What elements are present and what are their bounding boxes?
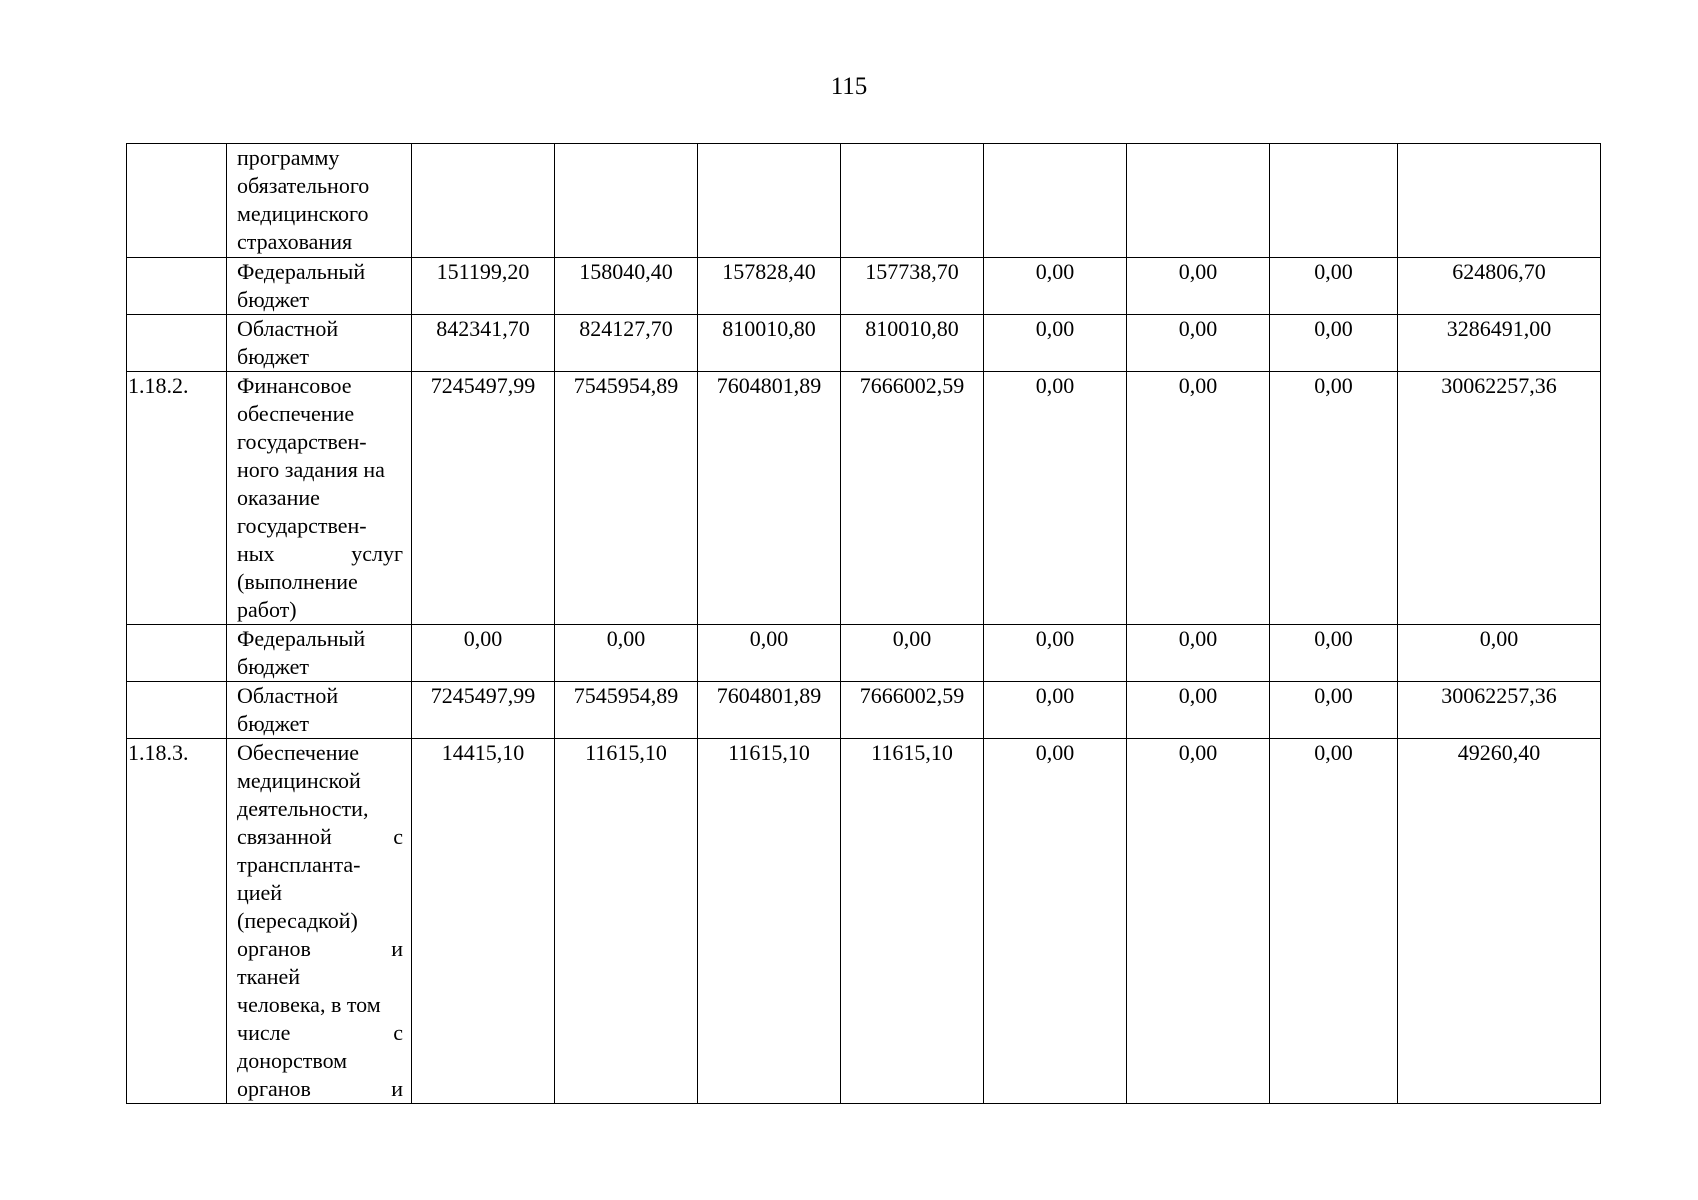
row-number-cell <box>127 258 227 315</box>
value-cell <box>1127 258 1270 315</box>
row-name-word: органов <box>237 936 311 961</box>
value-text: 0,00 <box>1035 740 1075 765</box>
row-name-line <box>237 935 403 963</box>
value-cell <box>1270 144 1398 258</box>
value-text: 842341,70 <box>436 316 530 341</box>
row-name-word: с <box>393 1020 403 1045</box>
value-cell <box>698 372 841 625</box>
table-body <box>127 144 1601 1104</box>
row-name-line: человека, в том <box>237 992 381 1017</box>
value-text: 157828,40 <box>722 259 816 284</box>
value-cell <box>984 372 1127 625</box>
value-cell <box>1398 144 1601 258</box>
row-name-line: программу <box>237 145 340 170</box>
value-cell <box>698 739 841 1104</box>
row-name-line: бюджет <box>237 711 309 736</box>
row-name-line: обязательного <box>237 173 370 198</box>
row-name-line: транспланта- <box>237 852 361 877</box>
value-cell <box>1127 315 1270 372</box>
row-name-line: бюджет <box>237 287 309 312</box>
table-row <box>127 625 1601 682</box>
row-name-line: обеспечение <box>237 401 355 426</box>
value-text: 157738,70 <box>865 259 959 284</box>
value-cell <box>412 315 555 372</box>
row-number-cell <box>127 625 227 682</box>
value-text: 0,00 <box>1178 373 1218 398</box>
value-text: 0,00 <box>892 626 932 651</box>
value-text: 158040,40 <box>579 259 673 284</box>
row-number-cell <box>127 372 227 625</box>
value-cell <box>698 682 841 739</box>
value-cell <box>698 625 841 682</box>
row-name-word: числе <box>237 1020 291 1045</box>
row-name-word: связанной <box>237 824 332 849</box>
row-name-line: оказание <box>237 485 320 510</box>
table-row <box>127 739 1601 1104</box>
row-name-line: донорством <box>237 1048 348 1073</box>
value-cell <box>412 144 555 258</box>
row-name-word: и <box>391 936 403 961</box>
value-text: 3286491,00 <box>1446 316 1552 341</box>
row-name-cell <box>227 625 412 682</box>
budget-table <box>126 143 1601 1104</box>
table-row <box>127 372 1601 625</box>
value-text: 0,00 <box>1314 683 1353 708</box>
row-name-word: органов <box>237 1076 311 1101</box>
value-text: 0,00 <box>1178 740 1218 765</box>
value-text: 810010,80 <box>722 316 816 341</box>
value-cell <box>555 372 698 625</box>
row-number-cell <box>127 682 227 739</box>
value-cell <box>555 682 698 739</box>
value-text: 7666002,59 <box>859 683 965 708</box>
value-cell <box>984 315 1127 372</box>
row-number-cell <box>127 739 227 1104</box>
value-cell <box>1398 315 1601 372</box>
value-cell <box>984 144 1127 258</box>
value-text: 0,00 <box>1479 626 1519 651</box>
row-number-cell <box>127 315 227 372</box>
table-row <box>127 144 1601 258</box>
row-name-line: Финансовое <box>237 373 352 398</box>
value-text: 7604801,89 <box>716 373 822 398</box>
value-text: 0,00 <box>1314 740 1353 765</box>
row-name-word: и <box>391 1076 403 1101</box>
value-cell <box>841 144 984 258</box>
table-row <box>127 315 1601 372</box>
row-name-cell <box>227 682 412 739</box>
row-name-line: (выполнение <box>237 569 358 594</box>
value-cell <box>984 625 1127 682</box>
row-name-word: услуг <box>351 541 403 566</box>
value-text: 49260,40 <box>1457 740 1541 765</box>
value-text: 0,00 <box>1314 626 1353 651</box>
row-name-line: работ) <box>237 597 297 622</box>
value-text: 11615,10 <box>585 740 667 765</box>
row-name-line: медицинской <box>237 768 361 793</box>
row-name-cell <box>227 144 412 258</box>
row-name-line <box>237 1019 403 1047</box>
value-text: 30062257,36 <box>1441 373 1557 398</box>
row-name-line: бюджет <box>237 654 309 679</box>
value-text: 0,00 <box>606 626 646 651</box>
value-text: 14415,10 <box>441 740 525 765</box>
row-name-cell <box>227 739 412 1104</box>
value-text: 0,00 <box>1314 316 1353 341</box>
value-text: 0,00 <box>1314 259 1353 284</box>
row-name-word: ных <box>237 541 275 566</box>
value-text: 0,00 <box>1035 626 1075 651</box>
value-text: 7545954,89 <box>573 683 679 708</box>
value-cell <box>1398 258 1601 315</box>
value-text: 0,00 <box>1178 683 1218 708</box>
row-name-cell <box>227 372 412 625</box>
value-cell <box>1398 372 1601 625</box>
value-text: 0,00 <box>1035 259 1075 284</box>
row-name-line: Обеспечение <box>237 740 359 765</box>
value-cell <box>841 739 984 1104</box>
row-name-line: тканей <box>237 964 301 989</box>
value-cell <box>555 739 698 1104</box>
value-cell <box>1270 625 1398 682</box>
value-text: 0,00 <box>463 626 503 651</box>
row-name-line <box>237 540 403 568</box>
value-cell <box>412 372 555 625</box>
value-cell <box>412 625 555 682</box>
row-name-line: ного задания на <box>237 457 385 482</box>
value-cell <box>1127 144 1270 258</box>
value-text: 0,00 <box>749 626 789 651</box>
value-text: 7666002,59 <box>859 373 965 398</box>
value-text: 7545954,89 <box>573 373 679 398</box>
value-text: 0,00 <box>1178 259 1218 284</box>
value-cell <box>555 625 698 682</box>
value-cell <box>555 144 698 258</box>
row-name-line: деятельности, <box>237 796 369 821</box>
row-name-line: государствен- <box>237 513 367 538</box>
value-cell <box>412 258 555 315</box>
row-name-line: цией <box>237 880 283 905</box>
value-cell <box>841 682 984 739</box>
value-cell <box>1270 739 1398 1104</box>
value-cell <box>1398 739 1601 1104</box>
row-name-line: (пересадкой) <box>237 908 358 933</box>
value-cell <box>555 315 698 372</box>
value-text: 0,00 <box>1035 373 1075 398</box>
row-name-line: медицинского <box>237 201 369 226</box>
value-text: 11615,10 <box>871 740 953 765</box>
table-row <box>127 258 1601 315</box>
value-cell <box>1127 625 1270 682</box>
value-text: 7245497,99 <box>430 683 536 708</box>
value-text: 810010,80 <box>865 316 959 341</box>
row-name-cell <box>227 258 412 315</box>
row-name-line: бюджет <box>237 344 309 369</box>
row-name-word: с <box>393 824 403 849</box>
value-cell <box>841 625 984 682</box>
value-text: 7604801,89 <box>716 683 822 708</box>
value-text: 0,00 <box>1035 316 1075 341</box>
value-cell <box>841 315 984 372</box>
row-name-cell <box>227 315 412 372</box>
value-cell <box>841 372 984 625</box>
value-cell <box>412 682 555 739</box>
value-cell <box>698 258 841 315</box>
row-name-line: государствен- <box>237 429 367 454</box>
value-cell <box>984 258 1127 315</box>
value-cell <box>1127 739 1270 1104</box>
row-name-line: Областной <box>237 316 339 341</box>
value-cell <box>841 258 984 315</box>
row-number: 1.18.3. <box>128 740 189 765</box>
value-cell <box>698 315 841 372</box>
value-text: 0,00 <box>1178 626 1218 651</box>
value-cell <box>555 258 698 315</box>
row-name-line: Федеральный <box>237 259 366 284</box>
value-text: 7245497,99 <box>430 373 536 398</box>
value-cell <box>984 739 1127 1104</box>
value-cell <box>1398 682 1601 739</box>
value-cell <box>1270 682 1398 739</box>
value-text: 0,00 <box>1178 316 1218 341</box>
value-text: 0,00 <box>1035 683 1075 708</box>
value-text: 30062257,36 <box>1441 683 1557 708</box>
row-number: 1.18.2. <box>128 373 189 398</box>
value-cell <box>1270 315 1398 372</box>
value-text: 824127,70 <box>579 316 673 341</box>
row-name-line: Областной <box>237 683 339 708</box>
value-cell <box>1270 372 1398 625</box>
row-number-cell <box>127 144 227 258</box>
value-cell <box>1127 682 1270 739</box>
value-cell <box>412 739 555 1104</box>
value-cell <box>1127 372 1270 625</box>
value-text: 624806,70 <box>1452 259 1546 284</box>
value-text: 11615,10 <box>728 740 810 765</box>
row-name-line: страхования <box>237 229 353 254</box>
value-cell <box>1398 625 1601 682</box>
value-text: 151199,20 <box>436 259 530 284</box>
value-cell <box>1270 258 1398 315</box>
row-name-line: Федеральный <box>237 626 366 651</box>
value-text: 0,00 <box>1314 373 1353 398</box>
table-row <box>127 682 1601 739</box>
row-name-line <box>237 1075 403 1103</box>
page-number: 115 <box>830 73 868 100</box>
value-cell <box>984 682 1127 739</box>
value-cell <box>698 144 841 258</box>
row-name-line <box>237 823 403 851</box>
